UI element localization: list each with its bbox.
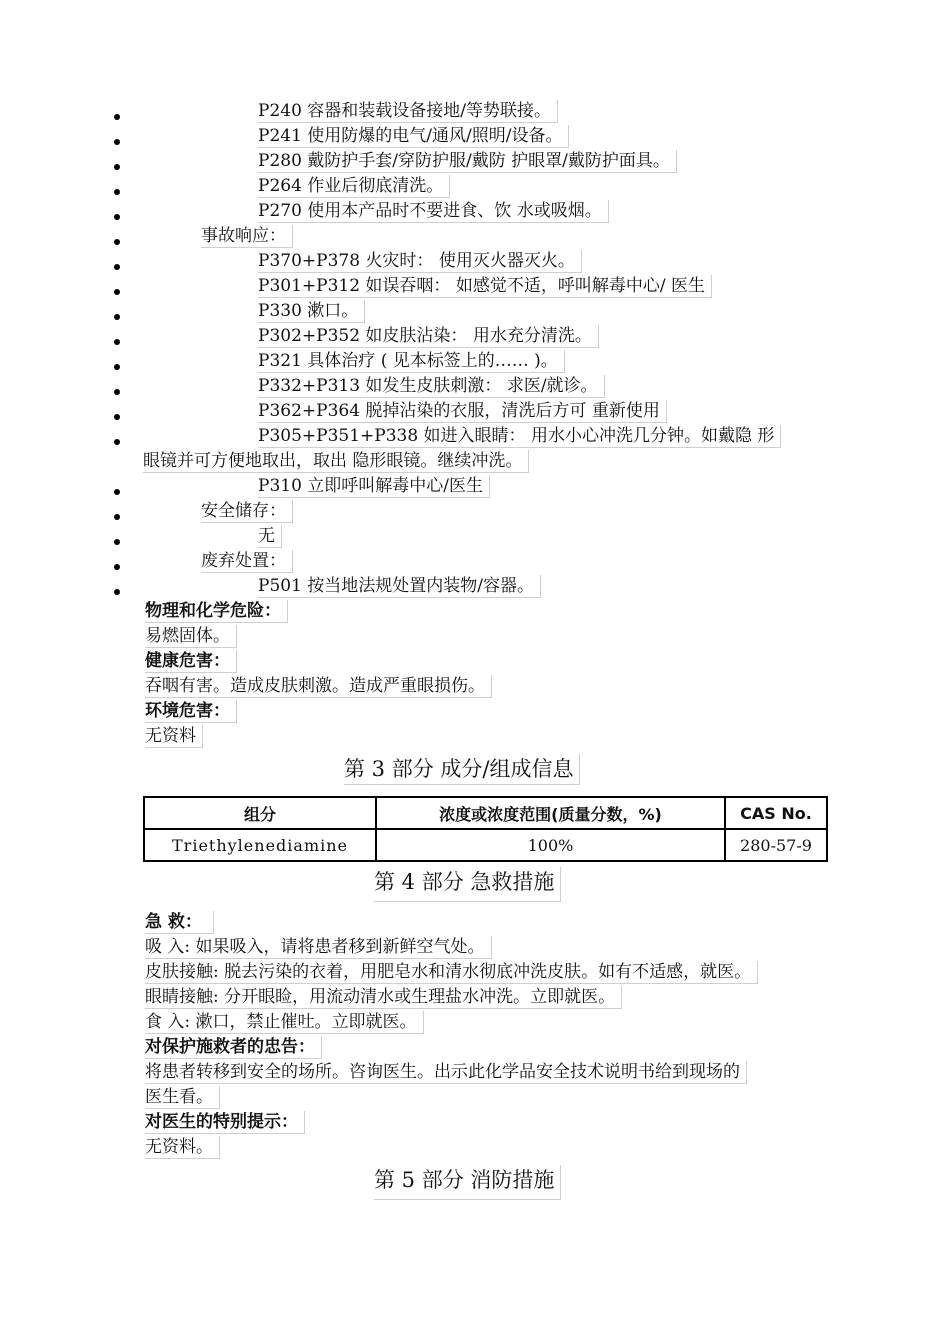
doctor-notes-value: 无资料。 xyxy=(145,1136,220,1159)
response-p310: P310 立即呼叫解毒中心/医生 xyxy=(258,475,490,498)
first-aid-skin: 皮肤接触: 脱去污染的衣着，用肥皂水和清水彻底冲洗皮肤。如有不适感，就医。 xyxy=(145,961,758,984)
precaution-p264: P264 作业后彻底清洗。 xyxy=(258,175,450,198)
table-row xyxy=(144,829,827,861)
response-p305: P305+P351+P338 如进入眼睛： 用水小心冲洗几分钟。如戴隐 形 xyxy=(258,425,781,448)
col-header-cas: CAS No. xyxy=(725,797,827,829)
doctor-notes-label: 对医生的特别提示： xyxy=(145,1111,305,1134)
bullet xyxy=(114,514,120,520)
bullet xyxy=(114,564,120,570)
composition-table xyxy=(143,796,828,862)
storage-label: 安全储存： xyxy=(201,500,293,523)
precaution-p270: P270 使用本产品时不要进食、饮 水或吸烟。 xyxy=(258,200,609,223)
precaution-p280: P280 戴防护手套/穿防护服/戴防 护眼罩/戴防护面具。 xyxy=(258,150,677,173)
bullet xyxy=(114,264,120,270)
health-hazard-label: 健康危害： xyxy=(145,650,237,673)
bullet xyxy=(114,414,120,420)
health-hazard-value: 吞咽有害。造成皮肤刺激。造成严重眼损伤。 xyxy=(145,675,492,698)
first-aid-inhalation: 吸 入: 如果吸入，请将患者移到新鲜空气处。 xyxy=(145,936,492,959)
response-p321: P321 具体治疗 ( 见本标签上的…… )。 xyxy=(258,350,565,373)
first-aid-label: 急 救： xyxy=(145,911,214,934)
bullet xyxy=(114,214,120,220)
section-4-title: 第 4 部分 急救措施 xyxy=(374,867,561,902)
bullet xyxy=(114,339,120,345)
response-p301: P301+P312 如误吞咽： 如感觉不适，呼叫解毒中心/ 医生 xyxy=(258,275,712,298)
bullet xyxy=(114,164,120,170)
bullet xyxy=(114,189,120,195)
precaution-p241: P241 使用防爆的电气/通风/照明/设备。 xyxy=(258,125,569,148)
response-p370: P370+P378 火灾时： 使用灭火器灭火。 xyxy=(258,250,582,273)
rescuer-advice-label: 对保护施救者的忠告： xyxy=(145,1036,322,1059)
first-aid-ingestion: 食 入: 漱口，禁止催吐。立即就医。 xyxy=(145,1011,424,1034)
bullet xyxy=(114,289,120,295)
accident-response-label: 事故响应： xyxy=(201,225,293,248)
response-p330: P330 漱口。 xyxy=(258,300,365,323)
bullet xyxy=(114,139,120,145)
response-p332: P332+P313 如发生皮肤刺激： 求医/就诊。 xyxy=(258,375,605,398)
rescuer-advice-line-2: 医生看。 xyxy=(145,1086,220,1109)
table-header-row xyxy=(144,797,827,829)
rescuer-advice-line-1: 将患者转移到安全的场所。咨询医生。出示此化学品安全技术说明书给到现场的 xyxy=(145,1061,747,1084)
bullet xyxy=(114,589,120,595)
col-header-concentration: 浓度或浓度范围(质量分数，%) xyxy=(376,797,725,829)
bullet xyxy=(114,539,120,545)
section-3-title: 第 3 部分 成分/组成信息 xyxy=(344,754,580,785)
bullet xyxy=(114,389,120,395)
disposal-p501: P501 按当地法规处置内装物/容器。 xyxy=(258,575,541,598)
bullet xyxy=(114,489,120,495)
bullet xyxy=(114,364,120,370)
cell-concentration: 100% xyxy=(376,829,725,861)
bullet xyxy=(114,114,120,120)
response-p362: P362+P364 脱掉沾染的衣服，清洗后方可 重新使用 xyxy=(258,400,667,423)
response-p302: P302+P352 如皮肤沾染： 用水充分清洗。 xyxy=(258,325,599,348)
environment-hazard-label: 环境危害： xyxy=(145,700,237,723)
disposal-label: 废弃处置： xyxy=(201,550,293,573)
precaution-p240: P240 容器和装载设备接地/等势联接。 xyxy=(258,100,558,123)
first-aid-eye: 眼睛接触: 分开眼睑，用流动清水或生理盐水冲洗。立即就医。 xyxy=(145,986,622,1009)
col-header-component: 组分 xyxy=(144,797,376,829)
bullet xyxy=(114,439,120,445)
physical-hazard-value: 易燃固体。 xyxy=(145,625,237,648)
response-p305-continued: 眼镜并可方便地取出，取出 隐形眼镜。继续冲洗。 xyxy=(143,450,529,473)
cell-component: Triethylenediamine xyxy=(144,829,376,861)
storage-value: 无 xyxy=(258,525,282,548)
bullet xyxy=(114,314,120,320)
physical-hazard-label: 物理和化学危险： xyxy=(145,600,288,623)
bullet xyxy=(114,239,120,245)
cell-cas: 280-57-9 xyxy=(725,829,827,861)
environment-hazard-value: 无资料 xyxy=(145,725,203,748)
section-5-title: 第 5 部分 消防措施 xyxy=(374,1165,561,1200)
